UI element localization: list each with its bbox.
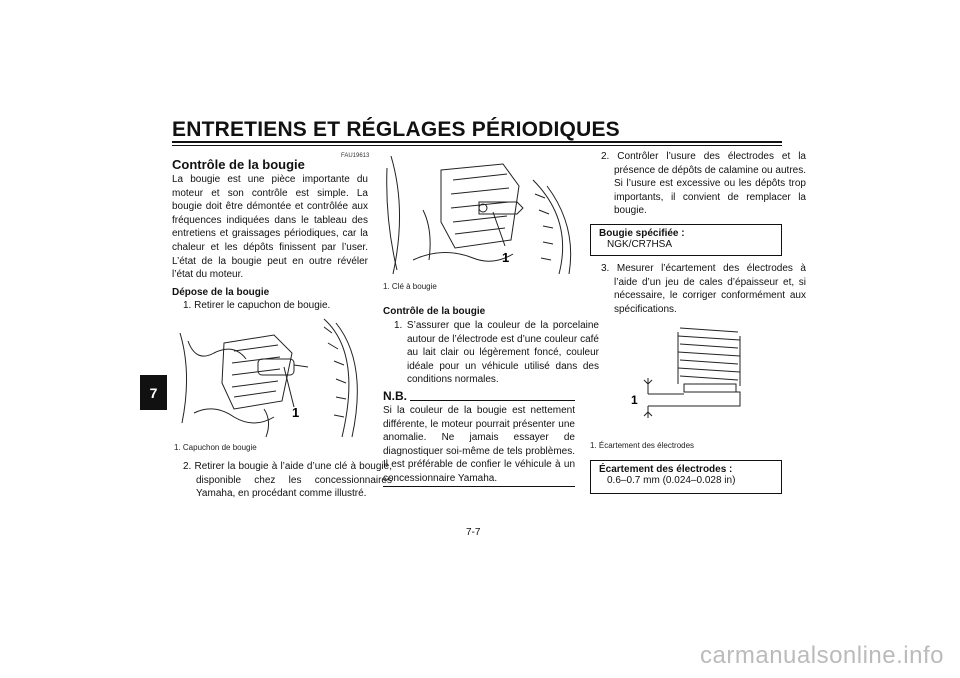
figure-caption: 1. Capuchon de bougie [174,443,257,452]
gap-value: 0.6–0.7 mm (0.024–0.028 in) [607,475,736,486]
removal-subtitle: Dépose de la bougie [172,287,270,298]
intro-paragraph: La bougie est une pièce importante du moteur et son contrôle est simple. La bougie doit être démontée et contrôlée aux fréquences indiquées dans le tableau des entretiens et graissages périodiques, car la chaleur et les dépôts finissent par l’user. L’état de la bougie peut en outre révéler l’état du moteur. [172,174,368,281]
nb-bottom-rule [383,486,575,487]
nb-text: Si la couleur de la bougie est nettement différente, le moteur pourrait présenter une anomalie. Ne jamais essayer de diagnostiquer soi-même de tels problèmes. Il est préférable de confier le véhicule à un concessionnaire Yamaha. [383,405,575,484]
nb-title: N.B. [383,389,407,403]
removal-step-1: 1. Retirer le capuchon de bougie. [183,300,331,311]
figure-caption: 1. Écartement des électrodes [590,441,695,450]
spark-plug-spec-box [590,224,782,256]
nb-top-rule [410,400,575,401]
spec-label: Bougie spécifiée : [599,228,685,239]
figure-caption: 1. Clé à bougie [383,282,437,291]
electrode-gap-figure [628,322,748,422]
page-title: ENTRETIENS ET RÉGLAGES PÉRIODIQUES [172,118,620,141]
check-subtitle: Contrôle de la bougie [383,306,486,317]
check-step-2: 2. Contrôler l’usure des électrodes et la présence de dépôts de calamine ou autres. Si l’usure est excessive ou les dépôts trop importants, il convient de remplacer la bougie. [601,151,806,217]
spark-plug-illustration [628,322,748,422]
figure-callout: 1 [631,393,638,407]
watermark: carmanualsonline.info [700,642,944,669]
section-title: Contrôle de la bougie [172,157,305,172]
page-number: 7-7 [466,527,481,538]
spark-plug-wrench-figure [383,150,577,278]
chapter-tab: 7 [140,375,167,410]
spec-value: NGK/CR7HSA [607,239,673,250]
figure-callout: 1 [292,405,300,420]
gap-label: Écartement des électrodes : [599,464,733,475]
figure-callout: 1 [502,250,510,265]
removal-step-2: 2. Retirer la bougie à l’aide d’une clé à bougie, disponible chez les concessionnaires Yamaha, en procédant comme illustré. [183,461,392,500]
electrode-gap-spec-box [590,460,782,494]
reference-code: FAU19613 [341,153,370,159]
title-rule [172,141,782,143]
spark-plug-cap-figure [174,313,368,441]
title-rule-thin [172,145,782,146]
check-step-3: 3. Mesurer l’écartement des électrodes à l’aide d’un jeu de cales d’épaisseur et, si nécessaire, le corriger conformément aux spécifications. [601,263,806,315]
engine-illustration [174,313,368,441]
wrench-illustration [383,150,577,278]
check-step-1: 1. S’assurer que la couleur de la porcelaine autour de l’électrode est d’une couleur café au lait clair ou légèrement foncé, couleur idéale pour un véhicule utilisé dans des conditions normales. [394,320,599,386]
